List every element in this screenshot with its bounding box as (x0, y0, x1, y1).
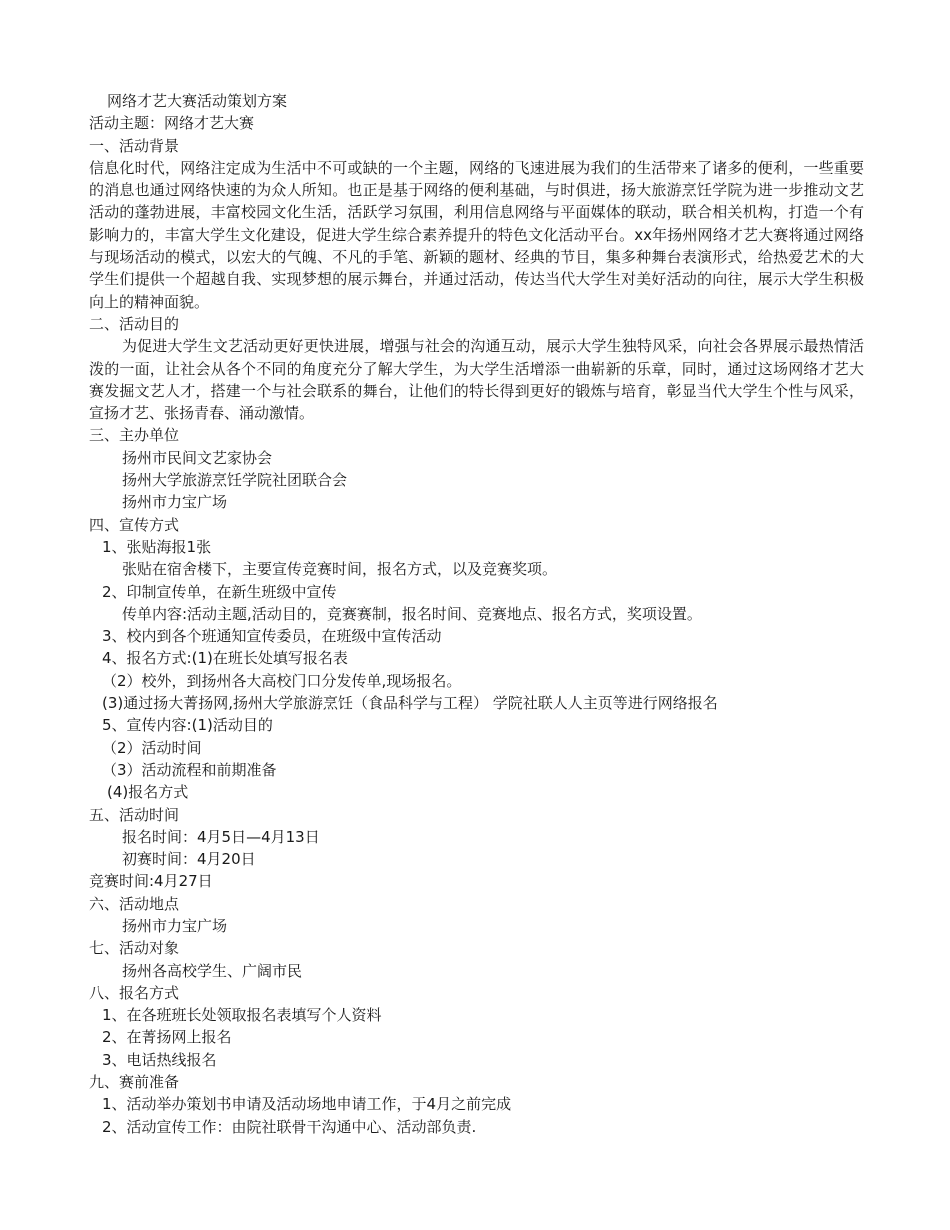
section-heading-preparation: 九、赛前准备 (89, 1073, 180, 1092)
registration-item: 3、电话热线报名 (102, 1050, 217, 1069)
organizer-item: 扬州大学旅游烹饪学院社团联合会 (122, 471, 348, 490)
promotion-item: 2、印制宣传单，在新生班级中宣传 (102, 582, 337, 601)
promotion-detail: 张贴在宿舍楼下，主要宣传竞赛时间，报名方式，以及竞赛奖项。 (122, 560, 558, 579)
promotion-subitem: (4)报名方式 (107, 783, 189, 802)
purpose-paragraph: 为促进大学生文艺活动更好更快进展，增强与社会的沟通互动，展示大学生独特风采，向社会各界展示最热情活泼的一面，让社会从各个不同的角度充分了解大学生，为大学生活增添一曲崭新的乐章，同时，通过这场网络才艺大赛发掘文艺人才，搭建一个与社会联系的舞台，让他们的特长得到更好的锻炼与培育，彰显当代大学生个性与风采，宣扬才艺、张扬青春、涌动激情。 (89, 337, 864, 423)
promotion-subitem: （2）校外，到扬州各大高校门口分发传单,现场报名。 (102, 671, 462, 690)
activity-theme: 活动主题：网络才艺大赛 (89, 114, 255, 133)
promotion-item: 3、校内到各个班通知宣传委员，在班级中宣传活动 (102, 627, 442, 646)
section-heading-purpose: 二、活动目的 (89, 314, 180, 333)
promotion-subitem: (3)通过扬大菁扬网,扬州大学旅游烹饪（食品科学与工程） 学院社联人人主页等进行网络报名 (102, 694, 718, 713)
document-page (89, 90, 864, 1138)
promotion-item: 4、报名方式:(1)在班长处填写报名表 (102, 649, 348, 668)
section-heading-location: 六、活动地点 (89, 894, 180, 913)
section-heading-promotion: 四、宣传方式 (89, 515, 180, 534)
organizer-item: 扬州市民间文艺家协会 (122, 448, 273, 467)
organizer-item: 扬州市力宝广场 (122, 493, 228, 512)
section-heading-background: 一、活动背景 (89, 136, 180, 155)
promotion-subitem: （3）活动流程和前期准备 (102, 760, 277, 779)
preparation-item: 2、活动宣传工作：由院社联骨干沟通中心、活动部负责. (102, 1117, 477, 1136)
audience-item: 扬州各高校学生、广阔市民 (122, 961, 303, 980)
section-heading-organizers: 三、主办单位 (89, 426, 180, 445)
preparation-item: 1、活动举办策划书申请及活动场地申请工作，于4月之前完成 (102, 1095, 512, 1114)
section-heading-registration: 八、报名方式 (89, 983, 180, 1002)
preliminary-time: 初赛时间：4月20日 (122, 850, 256, 869)
registration-item: 2、在菁扬网上报名 (102, 1028, 232, 1047)
section-heading-time: 五、活动时间 (89, 805, 180, 824)
promotion-subitem: （2）活动时间 (102, 738, 202, 757)
promotion-detail: 传单内容:活动主题,活动目的，竞赛赛制，报名时间、竞赛地点、报名方式，奖项设置。 (122, 604, 702, 623)
promotion-item: 5、宣传内容:(1)活动目的 (102, 716, 273, 735)
competition-time: 竞赛时间:4月27日 (89, 872, 213, 891)
background-paragraph: 信息化时代，网络注定成为生活中不可或缺的一个主题，网络的飞速进展为我们的生活带来了诸多的便利，一些重要的消息也通过网络快速的为众人所知。也正是基于网络的便利基础，与时俱进，扬大旅游烹饪学院为进一步推动文艺活动的蓬勃进展，丰富校园文化生活，活跃学习氛围，利用信息网络与平面媒体的联动，联合相关机构，打造一个有影响力的，丰富大学生文化建设，促进大学生综合素养提升的特色文化活动平台。xx年扬州网络才艺大赛将通过网络与现场活动的模式，以宏大的气魄、不凡的手笔、新颖的题材、经典的节目，集多种舞台表演形式，给热爱艺术的大学生们提供一个超越自我、实现梦想的展示舞台，并通过活动，传达当代大学生对美好活动的向往，展示大学生积极向上的精神面貌。 (89, 158, 864, 311)
section-heading-audience: 七、活动对象 (89, 939, 180, 958)
promotion-item: 1、张贴海报1张 (102, 537, 212, 556)
registration-item: 1、在各班班长处领取报名表填写个人资料 (102, 1006, 382, 1025)
document-title: 网络才艺大赛活动策划方案 (107, 92, 288, 110)
location-item: 扬州市力宝广场 (122, 916, 228, 935)
registration-time: 报名时间：4月5日—4月13日 (122, 827, 320, 846)
